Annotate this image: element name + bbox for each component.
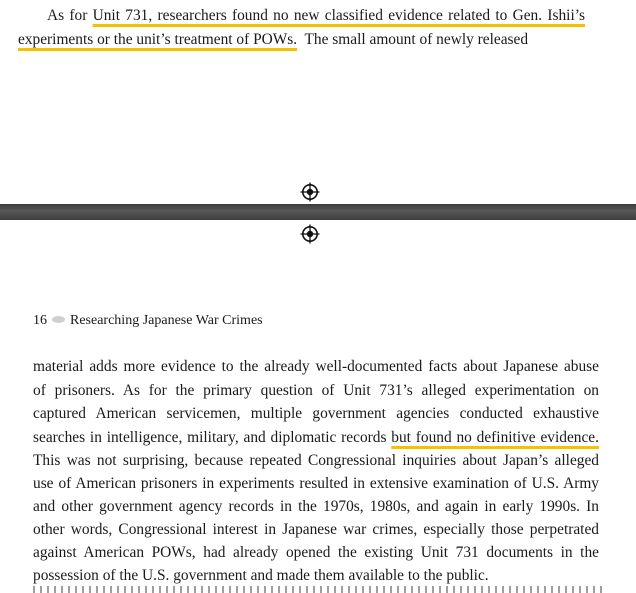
body-line: possession of the U.S. government and made them available to the public. — [33, 567, 489, 584]
top-line-2 — [18, 30, 585, 50]
body-line: captured American servicemen, multiple government agencies conducted exhaustive — [33, 405, 599, 422]
body-line: of prisoners. As for the primary question of Unit 731’s alleged experimentation on — [33, 382, 599, 399]
top-line-1-lead: As for — [47, 7, 93, 24]
cropped-next-line — [33, 586, 603, 593]
body-line: material adds more evidence to the already well-documented facts about Japanese abuse — [33, 358, 599, 375]
body-line-4-highlight: but found no definitive evidence. — [391, 429, 599, 446]
page-separator — [0, 204, 636, 220]
body-line: This was not surprising, because repeated Congressional inquiries about Japan’s alleged — [33, 452, 599, 469]
running-header — [33, 312, 263, 330]
body-line: against American POWs, had already opened the existing Unit 731 documents in the — [33, 544, 599, 561]
top-line-1-highlight: Unit 731, researchers found no new classified evidence related to Gen. Ishii’s — [92, 7, 585, 24]
registration-mark-icon — [300, 224, 320, 244]
body-line: use of American prisoners in experiments resulted in extensive examination of U.S. Army — [33, 475, 599, 492]
ornament-icon — [52, 316, 65, 323]
top-line-2-highlight: experiments or the unit’s treatment of POWs. — [18, 31, 298, 48]
running-head-title: Researching Japanese War Crimes — [70, 313, 263, 328]
registration-mark-icon — [300, 182, 320, 202]
body-line-highlighted — [33, 428, 599, 448]
body-line-4-lead: searches in intelligence, military, and diplomatic records — [33, 429, 392, 446]
body-line: and other government agency records in the 1970s, 1980s, and again in early 1990s. In — [33, 498, 599, 515]
body-line: other words, Congressional interest in Japanese war crimes, especially those perpetrated — [33, 521, 599, 538]
top-line-2-tail: The small amount of newly released — [297, 31, 529, 48]
top-page — [0, 0, 636, 204]
top-line-1 — [47, 6, 585, 26]
page-number: 16 — [33, 313, 47, 328]
